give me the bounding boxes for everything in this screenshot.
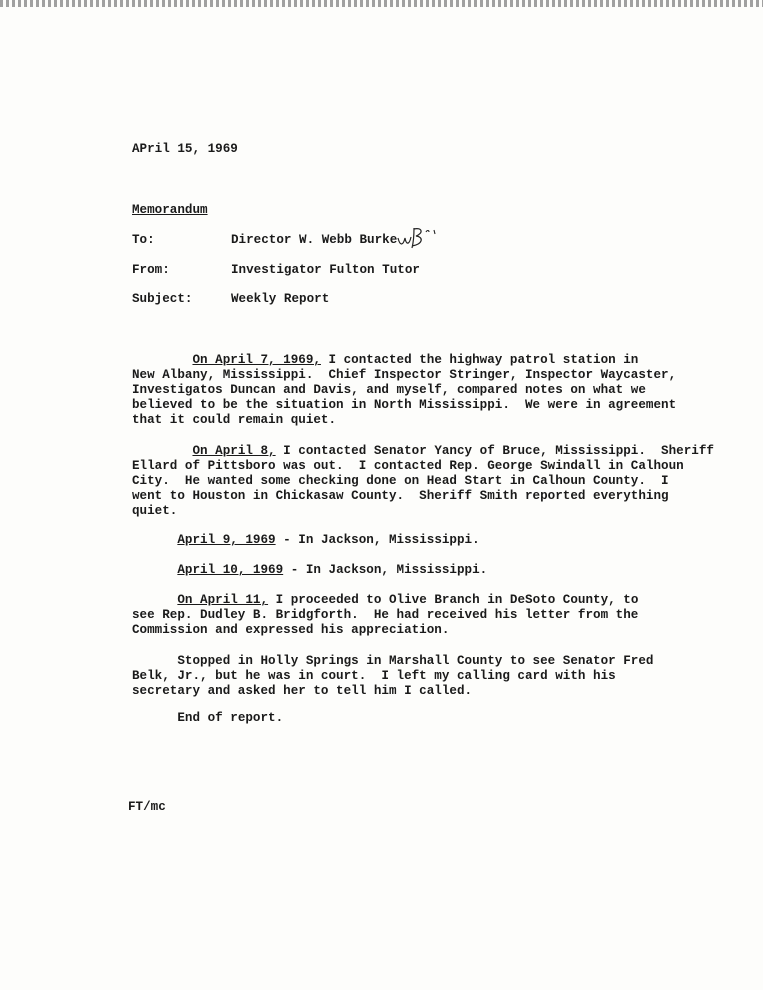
paragraph-date-underlined: April 10, 1969: [177, 563, 284, 577]
paragraph-line: Belk, Jr., but he was in court. I left my calling card with his: [132, 669, 616, 683]
subject-label: Subject:: [132, 292, 193, 306]
subject-value: Weekly Report: [231, 292, 330, 306]
paragraph-line: believed to be the situation in North Mississippi. We were in agreement: [132, 398, 677, 412]
typist-initials: FT/mc: [128, 800, 166, 814]
paragraph-line: Commission and expressed his appreciation.: [132, 623, 450, 637]
paragraph-line: secretary and asked her to tell him I called.: [132, 684, 473, 698]
paragraph-line: I contacted Senator Yancy of Bruce, Mississippi. Sheriff: [275, 444, 714, 458]
paragraph-april-7: [132, 353, 712, 428]
paragraph-april-9: [132, 533, 712, 548]
paragraph-line: I proceeded to Olive Branch in DeSoto County, to: [268, 593, 639, 607]
from-value: Investigator Fulton Tutor: [231, 263, 420, 277]
paragraph-line: see Rep. Dudley B. Bridgforth. He had received his letter from the: [132, 608, 639, 622]
paragraph-line: I contacted the highway patrol station in: [320, 353, 639, 367]
paragraph-end-of-report: [132, 711, 712, 726]
paragraph-line: City. He wanted some checking done on Head Start in Calhoun County. I: [132, 474, 669, 488]
paragraph-date-underlined: April 9, 1969: [177, 533, 276, 547]
to-label: To:: [132, 233, 155, 247]
page-top-edge: [0, 0, 763, 7]
paragraph-line: quiet.: [132, 504, 178, 518]
paragraph-line: End of report.: [177, 711, 284, 725]
paragraph-date-underlined: On April 11,: [177, 593, 269, 607]
paragraph-line: Stopped in Holly Springs in Marshall County to see Senator Fred: [177, 654, 654, 668]
to-value: Director W. Webb Burke: [231, 233, 398, 247]
paragraph-line: New Albany, Mississippi. Chief Inspector Stringer, Inspector Waycaster,: [132, 368, 677, 382]
paragraph-april-8: [132, 444, 712, 519]
memo-heading: Memorandum: [132, 203, 208, 217]
paragraph-line: went to Houston in Chickasaw County. Sheriff Smith reported everything: [132, 489, 669, 503]
from-label: From:: [132, 263, 170, 277]
paragraph-line: - In Jackson, Mississippi.: [283, 563, 488, 577]
handwritten-initials-signature: [396, 224, 444, 250]
paragraph-april-10: [132, 563, 712, 578]
paragraph-line: Investigatos Duncan and Davis, and myself, compared notes on what we: [132, 383, 646, 397]
paragraph-line: that it could remain quiet.: [132, 413, 337, 427]
paragraph-date-underlined: On April 7, 1969,: [192, 353, 321, 367]
paragraph-date-underlined: On April 8,: [192, 444, 276, 458]
paragraph-holly-springs: [132, 654, 712, 699]
paragraph-april-11: [132, 593, 712, 638]
paragraph-line: - In Jackson, Mississippi.: [275, 533, 480, 547]
memo-date: APril 15, 1969: [132, 142, 238, 156]
paragraph-line: Ellard of Pittsboro was out. I contacted Rep. George Swindall in Calhoun: [132, 459, 684, 473]
